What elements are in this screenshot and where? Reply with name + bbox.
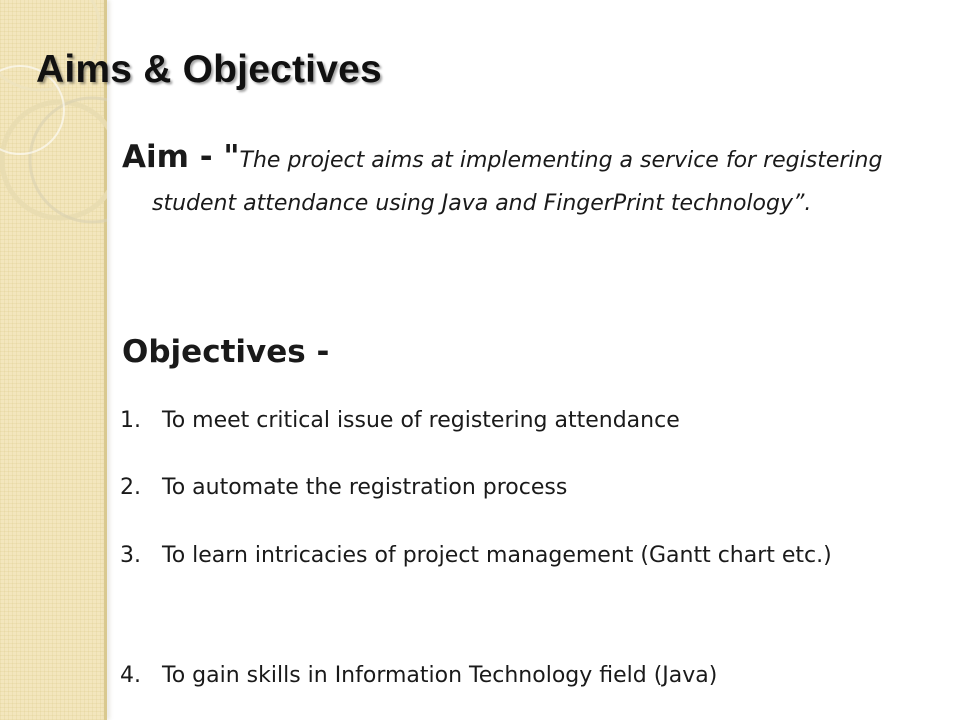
objective-number: 3. xyxy=(120,543,141,568)
objective-text: To meet critical issue of registering attendance xyxy=(162,408,680,433)
aim-paragraph xyxy=(122,136,912,225)
objective-number: 2. xyxy=(120,475,141,500)
objectives-heading xyxy=(122,334,329,370)
objectives-heading-label: Objectives xyxy=(122,334,306,370)
objective-text: To learn intricacies of project management (Gantt chart etc.) xyxy=(162,543,832,568)
objective-item-4 xyxy=(120,646,900,706)
objective-item-3 xyxy=(120,526,880,586)
objective-text: To gain skills in Information Technology field (Java) xyxy=(162,663,718,688)
objective-number: 4. xyxy=(120,663,141,688)
objective-text: To automate the registration process xyxy=(162,475,568,500)
objective-item-1 xyxy=(120,391,900,451)
aim-label: Aim xyxy=(122,139,189,175)
aim-text: The project aims at implementing a service for registering student attendance using Java and FingerPrint technology”. xyxy=(152,148,883,216)
objective-number: 1. xyxy=(120,408,141,433)
objective-item-2 xyxy=(120,458,900,518)
page-title: Aims & Objectives xyxy=(36,48,382,91)
objectives-heading-suffix: - xyxy=(305,334,330,370)
decorative-rings xyxy=(0,0,107,260)
aim-separator: - " xyxy=(188,139,240,175)
